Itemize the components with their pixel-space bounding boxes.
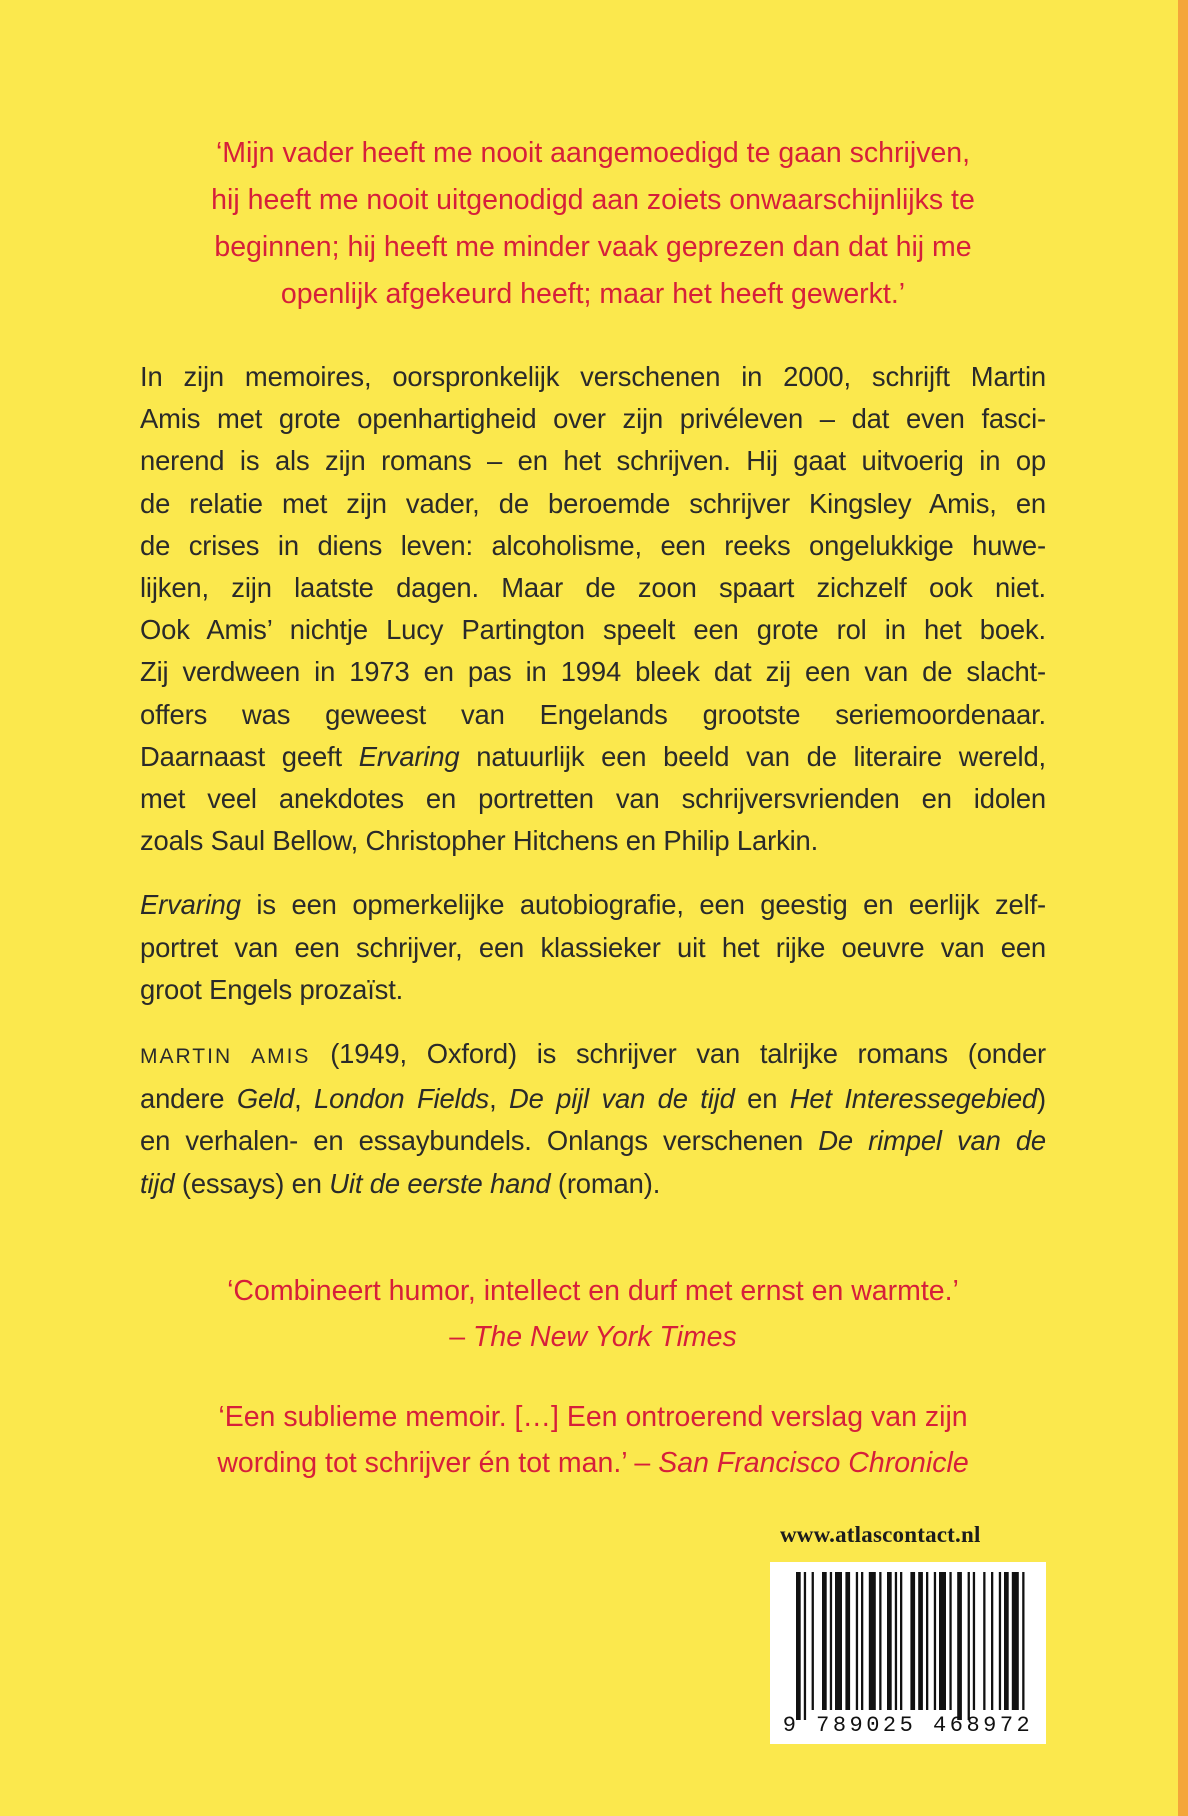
text-line <box>140 1163 1046 1205</box>
barcode-bar <box>973 1572 975 1710</box>
text-line: lijken, zijn laatste dagen. Maar de zoon spaart zichzelf ook niet. <box>140 572 1046 604</box>
text-fragment: andere <box>140 1083 237 1115</box>
barcode-bar <box>887 1572 892 1710</box>
review-source-prefix: – <box>449 1321 474 1353</box>
text-line <box>140 736 1046 778</box>
barcode-bar <box>939 1572 946 1710</box>
barcode-bar <box>926 1572 928 1710</box>
text-fragment: ) <box>1037 1083 1046 1115</box>
book-title: Ervaring <box>358 740 460 772</box>
review-source: The New York Times <box>473 1321 737 1353</box>
barcode-bar <box>934 1572 936 1710</box>
isbn-number: 9 789025 468972 <box>782 1713 1034 1738</box>
text-fragment: Daarnaast geeft <box>140 740 359 772</box>
book-title: Het Interessegebied <box>789 1083 1037 1115</box>
barcode-bar <box>957 1572 962 1720</box>
text-line <box>140 1078 1046 1120</box>
text-line: de crises in diens leven: alcoholisme, een reeks ongelukkige huwe- <box>140 529 1046 561</box>
barcode-bar <box>1012 1572 1019 1710</box>
text-fragment: natuurlijk een beeld van de literaire wereld, <box>459 740 1046 772</box>
opening-quote-line: openlijk afgekeurd heeft; maar het heeft gewerkt.’ <box>280 278 906 310</box>
cover-text <box>140 130 1046 1227</box>
text-line: de relatie met zijn vader, de beroemde schrijver Kingsley Amis, en <box>140 487 1046 519</box>
review-quote: ‘Een sublieme memoir. […] Een ontroerend verslag van zijn <box>218 1401 968 1433</box>
opening-quote <box>140 130 1046 318</box>
barcode-bar <box>1004 1572 1009 1710</box>
review-quote: ‘Combineert humor, intellect en durf met ernst en warmte.’ <box>227 1275 959 1307</box>
barcode-bar <box>991 1572 993 1710</box>
book-title: tijd <box>140 1167 175 1199</box>
text-line: met veel anekdotes en portretten van schrijversvrienden en idolen <box>140 783 1046 815</box>
barcode-bar <box>949 1572 951 1710</box>
summary-paragraph <box>140 884 1046 1011</box>
barcode-bar <box>835 1572 842 1710</box>
text-line: groot Engels prozaïst. <box>140 973 404 1005</box>
text-line: Amis met grote openhartigheid over zijn privéleven – dat even fasci- <box>140 403 1046 435</box>
text-fragment: , <box>489 1083 510 1115</box>
review-source: San Francisco Chronicle <box>658 1447 969 1479</box>
text-line: In zijn memoires, oorspronkelijk verschenen in 2000, schrijft Martin <box>140 361 1046 392</box>
text-fragment: (1949, Oxford) is schrijver van talrijke romans (onder <box>310 1038 1046 1070</box>
review-quote: wording tot schrijver én tot man.’ – <box>217 1447 659 1479</box>
text-line <box>140 1033 1046 1078</box>
book-title: London Fields <box>314 1083 490 1115</box>
barcode-bar <box>856 1572 858 1710</box>
text-fragment: en verhalen- en essaybundels. Onlangs verschenen <box>140 1125 819 1157</box>
text-line: Ook Amis’ nichtje Lucy Partington speelt een grote rol in het boek. <box>140 614 1046 646</box>
spine-edge <box>1178 0 1188 1816</box>
barcode-bar <box>983 1572 985 1710</box>
barcode-bar <box>796 1572 801 1720</box>
book-title: Uit de eerste hand <box>329 1167 551 1199</box>
text-line <box>140 1120 1046 1162</box>
text-line: zoals Saul Bellow, Christopher Hitchens en Philip Larkin. <box>140 825 819 857</box>
book-title: Geld <box>236 1083 295 1115</box>
barcode-bar <box>812 1572 814 1710</box>
publisher-url: www.atlascontact.nl <box>780 1522 981 1547</box>
opening-quote-line: ‘Mijn vader heeft me nooit aangemoedigd te gaan schrijven, <box>215 137 971 169</box>
book-title: De pijl van de tijd <box>509 1083 735 1115</box>
barcode-bar <box>845 1572 850 1710</box>
text-line: offers was geweest van Engelands grootste seriemoordenaar. <box>140 698 1046 730</box>
barcode-bar <box>869 1572 876 1710</box>
book-title: De rimpel van de <box>818 1125 1047 1157</box>
review-sf-chronicle <box>140 1394 1046 1486</box>
text-line: portret van een schrijver, een klassieker uit het rijke oeuvre van een <box>140 931 1046 963</box>
review-nyt <box>140 1268 1046 1360</box>
barcode-bar <box>804 1572 806 1720</box>
opening-quote-line: beginnen; hij heeft me minder vaak geprezen dan dat hij me <box>214 231 972 263</box>
barcode <box>770 1562 1046 1744</box>
text-line: Zij verdween in 1973 en pas in 1994 bleek dat zij een van de slacht- <box>140 656 1046 688</box>
barcode-bar <box>910 1572 915 1710</box>
barcode-bar <box>895 1572 897 1710</box>
opening-quote-line: hij heeft me nooit uitgenodigd aan zoiets onwaarschijnlijks te <box>211 184 975 216</box>
barcode-bar <box>968 1572 970 1720</box>
text-fragment: (roman). <box>550 1167 661 1199</box>
barcode-bar <box>822 1572 827 1710</box>
text-fragment: is een opmerkelijke autobiografie, een geestig en eerlijk zelf- <box>240 889 1046 921</box>
text-line <box>140 884 1046 926</box>
barcode-bar <box>999 1572 1001 1710</box>
text-fragment: en <box>734 1083 790 1115</box>
barcode-bar <box>879 1572 881 1710</box>
barcode-bar <box>830 1572 832 1710</box>
book-title: Ervaring <box>140 889 241 921</box>
barcode-bar <box>900 1572 902 1710</box>
barcode-bar <box>1022 1572 1024 1710</box>
description-paragraph <box>140 356 1046 862</box>
barcode-bar <box>861 1572 863 1710</box>
text-fragment: (essays) en <box>174 1167 330 1199</box>
barcode-bar <box>918 1572 923 1710</box>
author-bio <box>140 1033 1046 1205</box>
text-fragment: , <box>294 1083 314 1115</box>
author-name: MARTIN AMIS <box>140 1045 311 1069</box>
text-line: nerend is als zijn romans – en het schrijven. Hij gaat uitvoerig in op <box>140 445 1046 477</box>
